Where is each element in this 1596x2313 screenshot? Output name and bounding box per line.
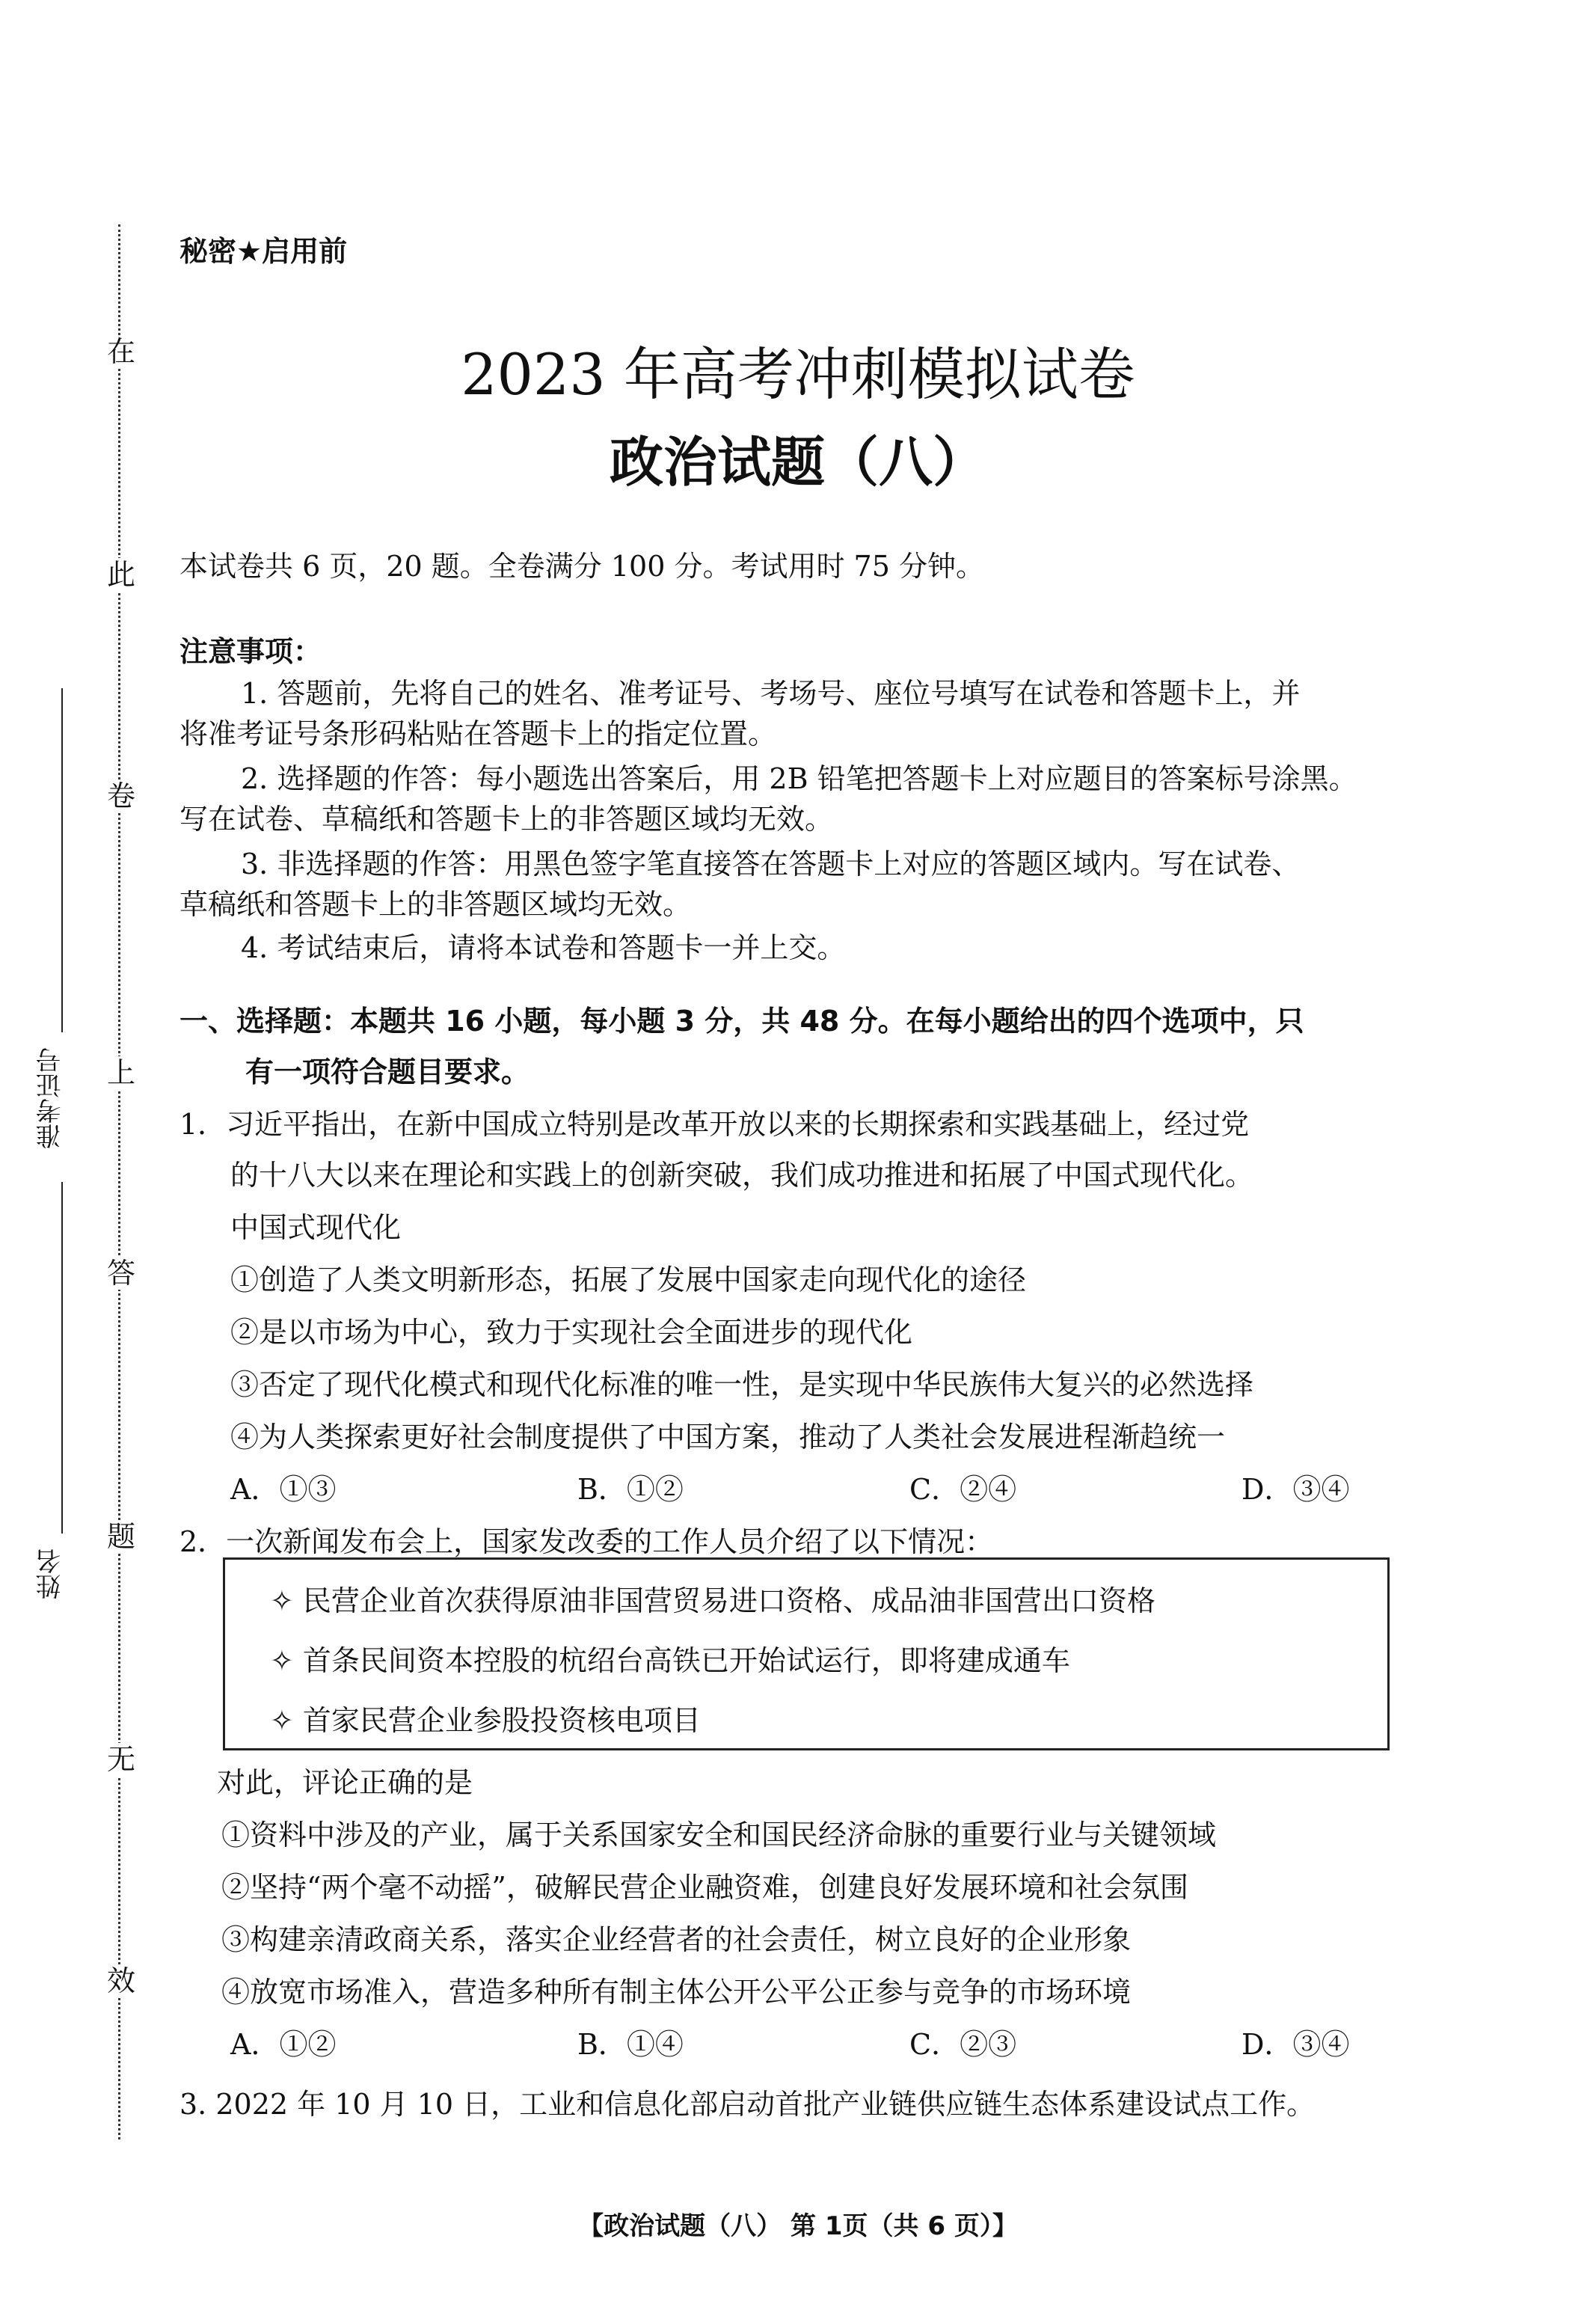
q2-box-item: ✧ 首条民间资本控股的杭绍台高铁已开始试运行，即将建成通车: [270, 1644, 1070, 1677]
q1-stem: 的十八大以来在理论和实践上的创新突破，我们成功推进和拓展了中国式现代化。: [230, 1159, 1254, 1192]
seal-char: 在: [105, 335, 138, 368]
q2-stem: 2．一次新闻发布会上，国家发改委的工作人员介绍了以下情况：: [179, 1525, 994, 1558]
section-heading-cont: 有一项符合题目要求。: [245, 1056, 530, 1088]
q2-item: ④放宽市场准入，营造多种所有制主体公开公平公正参与竞争的市场环境: [221, 1976, 1132, 2009]
page-subtitle: 政治试题（八）: [609, 431, 986, 494]
q1-option-a[interactable]: A．①③: [230, 1473, 337, 1506]
q1-item: ②是以市场为中心，致力于实现社会全面进步的现代化: [230, 1316, 913, 1349]
q2-box-item: ✧ 民营企业首次获得原油非国营贸易进口资格、成品油非国营出口资格: [270, 1584, 1155, 1617]
seal-char: 答: [105, 1257, 138, 1290]
q2-option-a[interactable]: A．①②: [230, 2028, 337, 2061]
exam-id-fill-line: [61, 688, 63, 1032]
page-title: 2023 年高考冲刺模拟试卷: [461, 341, 1135, 408]
q1-stem: 1．习近平指出，在新中国成立特别是改革开放以来的长期探索和实践基础上，经过党: [179, 1108, 1250, 1141]
notes-line: 2. 选择题的作答：每小题选出答案后，用 2B 铅笔把答题卡上对应题目的答案标号涂黑。: [241, 762, 1357, 795]
q1-stem: 中国式现代化: [230, 1211, 402, 1244]
exam-intro: 本试卷共 6 页，20 题。全卷满分 100 分。考试用时 75 分钟。: [179, 550, 984, 583]
q2-option-c[interactable]: C．②③: [909, 2028, 1017, 2061]
name-fill-line: [61, 1182, 63, 1534]
q2-item: ①资料中涉及的产业，属于关系国家安全和国民经济命脉的重要行业与关键领域: [221, 1819, 1217, 1851]
seal-char: 题: [105, 1520, 138, 1553]
notes-line: 将准考证号条形码粘贴在答题卡上的指定位置。: [179, 717, 777, 750]
q1-option-c[interactable]: C．②④: [909, 1473, 1017, 1506]
q3-stem: 3. 2022 年 10 月 10 日，工业和信息化部启动首批产业链供应链生态体系建设试点工作。: [179, 2088, 1316, 2121]
q2-option-d[interactable]: D．③④: [1241, 2028, 1350, 2061]
q1-option-b[interactable]: B．①②: [577, 1473, 684, 1506]
q1-item: ③否定了现代化模式和现代化标准的唯一性，是实现中华民族伟大复兴的必然选择: [230, 1368, 1254, 1401]
section-heading: 一、选择题：本题共 16 小题，每小题 3 分，共 48 分。在每小题给出的四个选项中，只: [179, 1005, 1304, 1038]
q1-option-d[interactable]: D．③④: [1241, 1473, 1350, 1506]
notes-line: 写在试卷、草稿纸和答题卡上的非答题区域均无效。: [179, 803, 834, 836]
q2-item: ③构建亲清政商关系，落实企业经营者的社会责任，树立良好的企业形象: [221, 1923, 1132, 1956]
seal-char: 上: [105, 1056, 138, 1089]
notes-line: 4. 考试结束后，请将本试卷和答题卡一并上交。: [241, 931, 846, 964]
name-label: 姓名: [36, 1548, 66, 1599]
binding-dashed-line: [118, 224, 120, 2139]
q1-item: ①创造了人类文明新形态，拓展了发展中国家走向现代化的途径: [230, 1263, 1027, 1296]
q2-box-item: ✧ 首家民营企业参股投资核电项目: [270, 1704, 701, 1737]
confidential-mark: 秘密★启用前: [179, 235, 348, 268]
q2-lead: 对此，评论正确的是: [217, 1766, 473, 1799]
notes-line: 1. 答题前，先将自己的姓名、准考证号、考场号、座位号填写在试卷和答题卡上，并: [241, 677, 1301, 710]
seal-char: 效: [105, 1964, 138, 1997]
seal-char: 无: [105, 1743, 138, 1776]
seal-char: 此: [105, 558, 138, 591]
notes-line: 草稿纸和答题卡上的非答题区域均无效。: [179, 888, 692, 921]
seal-char: 卷: [105, 779, 138, 812]
notes-line: 3. 非选择题的作答：用黑色签字笔直接答在答题卡上对应的答题区域内。写在试卷、: [241, 848, 1301, 880]
q2-material-box: [223, 1557, 1390, 1750]
exam-id-label: 准考证号: [36, 1047, 66, 1149]
q2-option-b[interactable]: B．①④: [577, 2028, 684, 2061]
q2-item: ②坚持“两个毫不动摇”，破解民营企业融资难，创建良好发展环境和社会氛围: [221, 1871, 1188, 1904]
q1-item: ④为人类探索更好社会制度提供了中国方案，推动了人类社会发展进程渐趋统一: [230, 1421, 1226, 1453]
notes-heading: 注意事项：: [179, 635, 322, 668]
page-footer: 【政治试题（八） 第 1页（共 6 页）】: [578, 2211, 1018, 2241]
